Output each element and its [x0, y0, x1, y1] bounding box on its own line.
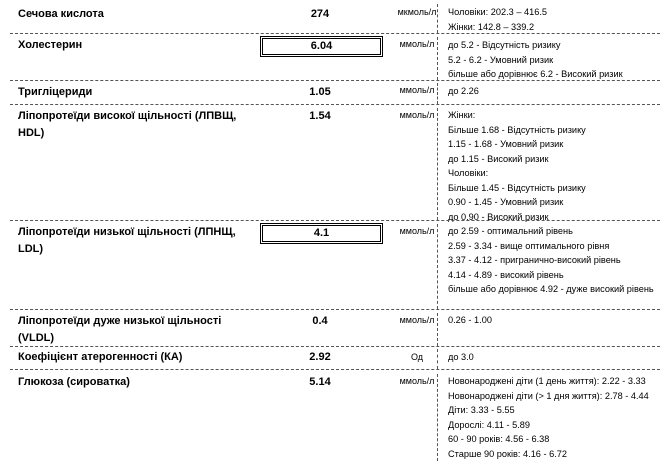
test-value: 1.54: [309, 110, 331, 122]
test-unit: ммоль/л: [399, 226, 435, 236]
reference-range: до 2.26: [448, 86, 479, 96]
test-unit: ммоль/л: [399, 39, 435, 49]
reference-range: Новонароджені діти (1 день життя): 2.22 - 3.33 Новонароджені діти (> 1 дня життя): 2.78 - 4.44 Діти: 3.33 - 5.55 Дорослі: 4.11 - 5.89 60 - 90 років: 4.56 - 6.38 Старше 90 років: 4.16 - 6.72: [448, 376, 649, 459]
reference-range: Жінки: Більше 1.68 - Відсутність ризику 1.15 - 1.68 - Умовний ризик до 1.15 - Високий ризик Чоловіки: Більше 1.45 - Відсутність ризику 0.90 - 1.45 - Умовний ризик до 0.90 - Високий ризик: [448, 110, 586, 222]
column-divider: [437, 83, 438, 104]
reference-range: до 3.0: [448, 352, 474, 362]
test-value: 2.92: [309, 351, 331, 363]
test-value-flagged: 4.1: [260, 223, 383, 244]
test-name: Ліпопротеїди дуже низької щільності (VLDL): [18, 315, 222, 344]
test-name: Коефіцієнт атерогенності (КА): [18, 351, 183, 363]
reference-range: Чоловіки: 202.3 – 416.5 Жінки: 142.8 – 339.2: [448, 7, 547, 32]
reference-range: до 5.2 - Відсутність ризику 5.2 - 6.2 - Умовний ризик більше або дорівнює 6.2 - Високий ризик: [448, 40, 623, 79]
row-separator: [10, 104, 660, 105]
column-divider: [437, 108, 438, 220]
test-name: Холестерин: [18, 39, 83, 51]
reference-range: до 2.59 - оптимальний рівень 2.59 - 3.34 - вище оптимального рівня 3.37 - 4.12 - пригранично-високий рівень 4.14 - 4.89 - високий рівень більше або дорівнює 4.92 - дуже високий рівень: [448, 226, 654, 294]
column-divider: [437, 37, 438, 80]
test-unit: ммоль/л: [399, 315, 435, 325]
test-unit: ммоль/л: [399, 376, 435, 386]
test-unit: ммоль/л: [399, 85, 435, 95]
column-divider: [437, 4, 438, 33]
test-name: Ліпопротеїди низької щільності (ЛПНЩ, LDL): [18, 226, 236, 255]
test-value-flagged: 6.04: [260, 36, 383, 57]
test-unit: Од: [410, 352, 424, 362]
row-separator: [10, 369, 660, 370]
column-divider: [437, 374, 438, 461]
row-separator: [10, 220, 660, 221]
column-divider: [437, 224, 438, 309]
test-value: 274: [310, 8, 330, 20]
column-divider: [437, 313, 438, 346]
row-separator: [10, 346, 660, 347]
test-name: Глюкоза (сироватка): [18, 376, 130, 388]
test-value: 0.4: [312, 315, 328, 327]
reference-range: 0.26 - 1.00: [448, 315, 492, 325]
test-unit: ммоль/л: [399, 110, 435, 120]
test-unit: мкмоль/л: [397, 7, 437, 17]
row-separator: [10, 309, 660, 310]
column-divider: [437, 349, 438, 369]
test-name: Тригліцериди: [18, 86, 93, 98]
test-value: 5.14: [309, 376, 331, 388]
test-value: 1.05: [309, 86, 331, 98]
test-name: Ліпопротеїди високої щільності (ЛПВЩ, HDL): [18, 110, 237, 139]
row-separator: [10, 80, 660, 81]
row-separator: [10, 33, 660, 34]
test-name: Сечова кислота: [18, 8, 104, 20]
